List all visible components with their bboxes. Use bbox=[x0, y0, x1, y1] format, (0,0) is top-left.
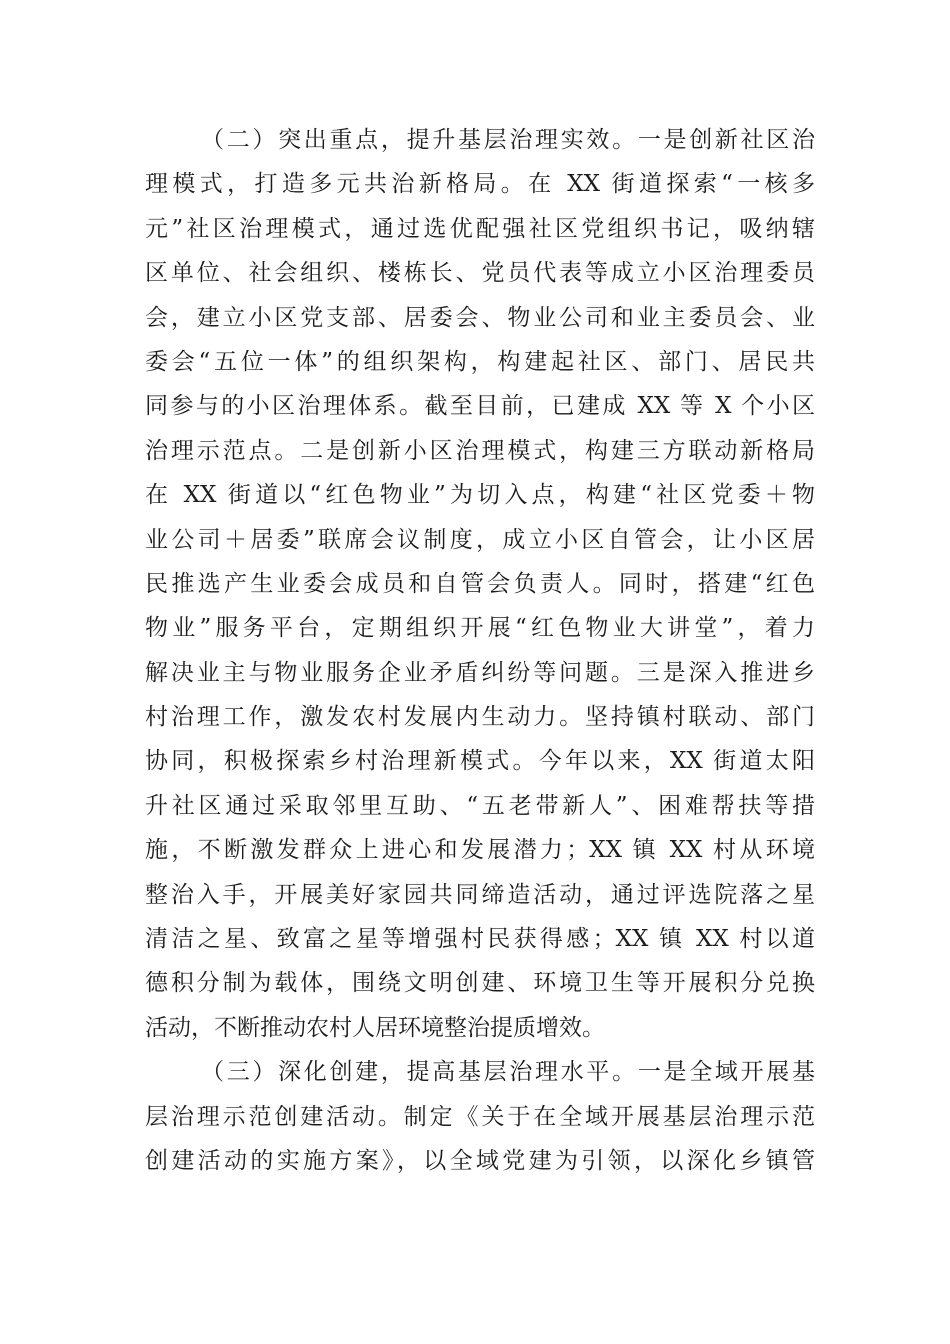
text-line: 区单位、社会组织、楼栋长、党员代表等成立小区治理委员 bbox=[145, 260, 815, 287]
text-line: 协同，积极探索乡村治理新模式。今年以来，XX 街道太阳 bbox=[145, 748, 815, 775]
text-line: 物业”服务平台，定期组织开展“红色物业大讲堂”，着力 bbox=[145, 615, 815, 642]
text-line: 创建活动的实施方案》，以全域党建为引领，以深化乡镇管 bbox=[145, 1147, 815, 1174]
text-line: 会，建立小区党支部、居委会、物业公司和业主委员会、业 bbox=[145, 304, 815, 331]
text-line: 活动，不断推动农村人居环境整治提质增效。 bbox=[145, 1014, 605, 1041]
text-line: （三）深化创建，提高基层治理水平。一是全域开展基 bbox=[201, 1059, 815, 1086]
text-line: 整治入手，开展美好家园共同缔造活动，通过评选院落之星 bbox=[145, 881, 815, 908]
paragraph-section-2 bbox=[145, 118, 815, 1050]
text-line: 同参与的小区治理体系。截至目前，已建成 XX 等 X 个小区 bbox=[145, 393, 815, 420]
text-line: 业公司＋居委”联席会议制度，成立小区自管会，让小区居 bbox=[145, 526, 815, 553]
text-line: 元”社区治理模式，通过选优配强社区党组织书记，吸纳辖 bbox=[145, 215, 815, 242]
document-body bbox=[145, 118, 815, 1183]
text-line: 理模式，打造多元共治新格局。在 XX 街道探索“一核多 bbox=[145, 171, 815, 198]
text-line: 层治理示范创建活动。制定《关于在全域开展基层治理示范 bbox=[145, 1103, 815, 1130]
text-line: 升社区通过采取邻里互助、“五老带新人”、困难帮扶等措 bbox=[145, 792, 815, 819]
paragraph-section-3 bbox=[145, 1050, 815, 1183]
text-line: 德积分制为载体，围绕文明创建、环境卫生等开展积分兑换 bbox=[145, 970, 815, 997]
text-line: 解决业主与物业服务企业矛盾纠纷等问题。三是深入推进乡 bbox=[145, 659, 815, 686]
text-line: 委会“五位一体”的组织架构，构建起社区、部门、居民共 bbox=[145, 348, 815, 375]
text-line: （二）突出重点，提升基层治理实效。一是创新社区治 bbox=[201, 127, 815, 153]
text-line: 民推选产生业委会成员和自管会负责人。同时，搭建“红色 bbox=[145, 570, 815, 597]
text-line: 清洁之星、致富之星等增强村民获得感；XX 镇 XX 村以道 bbox=[145, 926, 815, 953]
text-line: 施，不断激发群众上进心和发展潜力；XX 镇 XX 村从环境 bbox=[145, 837, 815, 864]
text-line: 治理示范点。二是创新小区治理模式，构建三方联动新格局 bbox=[145, 437, 815, 464]
text-line: 在 XX 街道以“红色物业”为切入点，构建“社区党委＋物 bbox=[145, 482, 815, 509]
text-line: 村治理工作，激发农村发展内生动力。坚持镇村联动、部门 bbox=[145, 704, 815, 731]
